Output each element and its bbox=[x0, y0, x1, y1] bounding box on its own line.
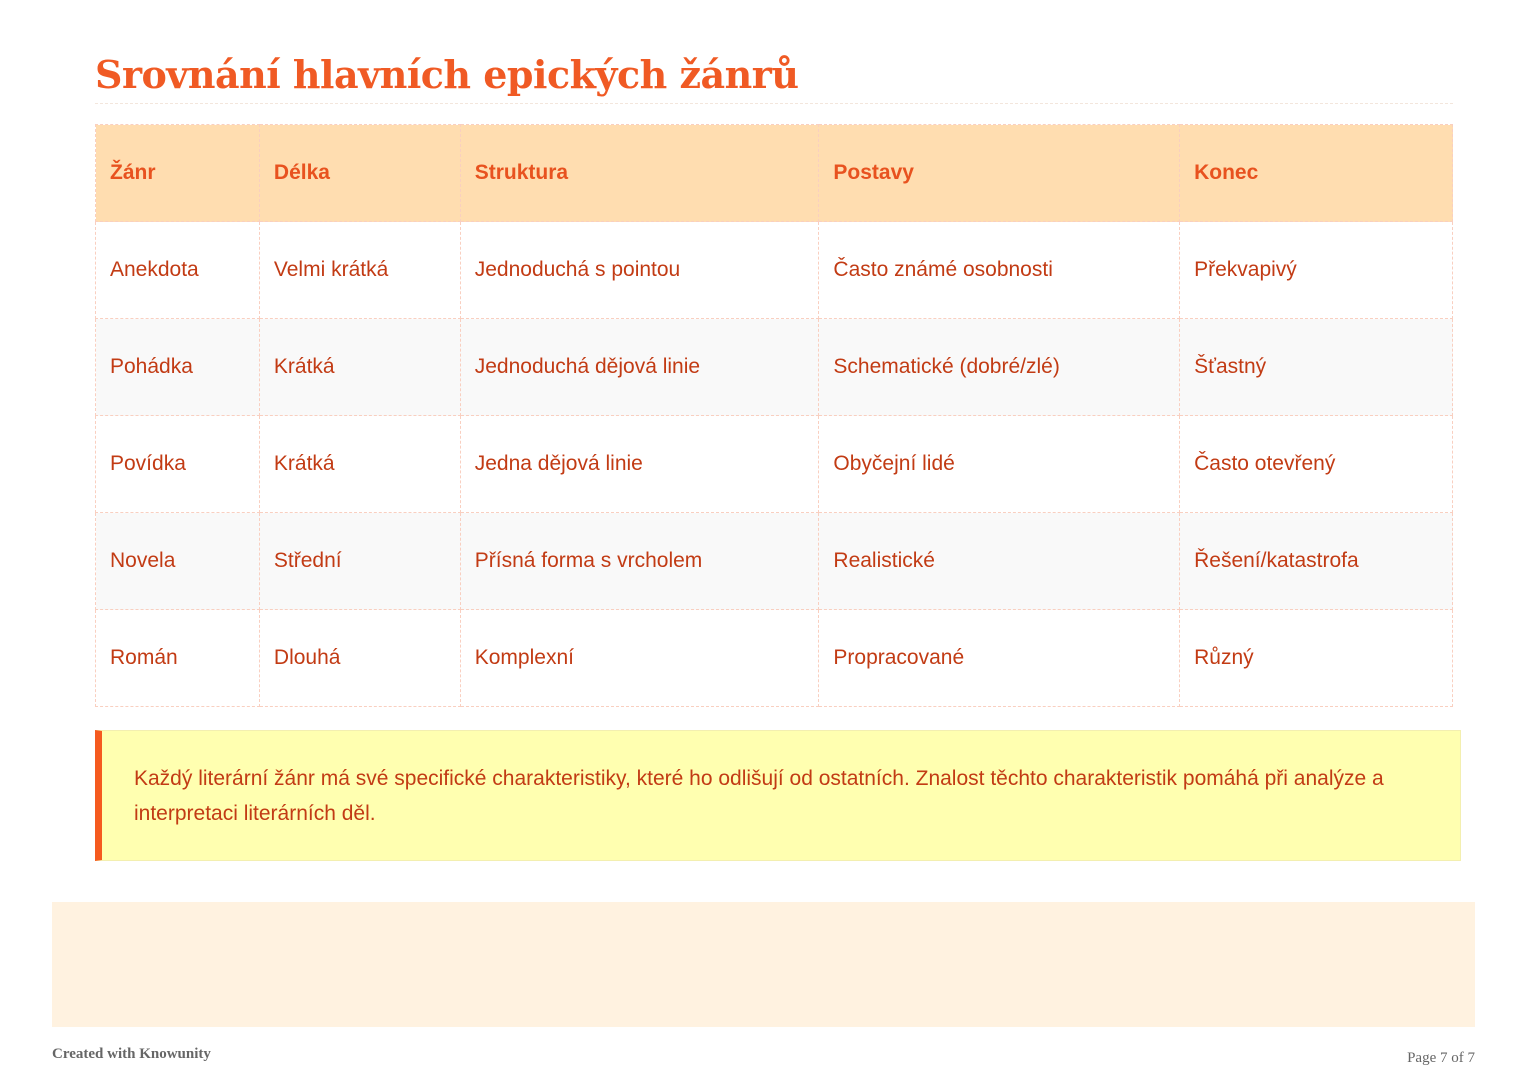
table-cell: Román bbox=[96, 610, 260, 707]
info-note bbox=[95, 730, 1461, 861]
table-cell: Komplexní bbox=[460, 610, 819, 707]
table-cell: Propracované bbox=[819, 610, 1180, 707]
table-cell: Střední bbox=[259, 513, 460, 610]
table-cell: Různý bbox=[1180, 610, 1453, 707]
table-cell: Jedna dějová linie bbox=[460, 416, 819, 513]
table-cell: Šťastný bbox=[1180, 319, 1453, 416]
header-cell: Konec bbox=[1180, 125, 1453, 222]
table-row bbox=[96, 222, 1453, 319]
created-with-label: Created with Knowunity bbox=[52, 1046, 211, 1062]
table-cell: Obyčejní lidé bbox=[819, 416, 1180, 513]
table-row bbox=[96, 416, 1453, 513]
table-cell: Dlouhá bbox=[259, 610, 460, 707]
table-cell: Jednoduchá s pointou bbox=[460, 222, 819, 319]
table-cell: Krátká bbox=[259, 319, 460, 416]
table-cell: Krátká bbox=[259, 416, 460, 513]
footer-band bbox=[52, 902, 1475, 1027]
table-cell: Realistické bbox=[819, 513, 1180, 610]
table-cell: Pohádka bbox=[96, 319, 260, 416]
header-cell: Žánr bbox=[96, 125, 260, 222]
page-number: Page 7 of 7 bbox=[1407, 1050, 1475, 1066]
table-cell: Anekdota bbox=[96, 222, 260, 319]
table-cell: Často otevřený bbox=[1180, 416, 1453, 513]
table-cell: Povídka bbox=[96, 416, 260, 513]
table-cell: Často známé osobnosti bbox=[819, 222, 1180, 319]
note-text: Každý literární žánr má své specifické charakteristiky, které ho odlišují od ostatních. Znalost těchto charakteristik pomáhá při analýze a interpretaci literárních děl. bbox=[134, 766, 1384, 825]
table-cell: Jednoduchá dějová linie bbox=[460, 319, 819, 416]
genre-comparison-table bbox=[95, 124, 1453, 707]
header-cell: Struktura bbox=[460, 125, 819, 222]
table-cell: Novela bbox=[96, 513, 260, 610]
table-header-row bbox=[96, 125, 1453, 222]
page-title: Srovnání hlavních epických žánrů bbox=[95, 52, 1453, 104]
table-cell: Velmi krátká bbox=[259, 222, 460, 319]
table-row bbox=[96, 319, 1453, 416]
table-cell: Řešení/katastrofa bbox=[1180, 513, 1453, 610]
header-cell: Délka bbox=[259, 125, 460, 222]
table-row bbox=[96, 513, 1453, 610]
table-row bbox=[96, 610, 1453, 707]
table-cell: Překvapivý bbox=[1180, 222, 1453, 319]
table-cell: Schematické (dobré/zlé) bbox=[819, 319, 1180, 416]
header-cell: Postavy bbox=[819, 125, 1180, 222]
table-cell: Přísná forma s vrcholem bbox=[460, 513, 819, 610]
